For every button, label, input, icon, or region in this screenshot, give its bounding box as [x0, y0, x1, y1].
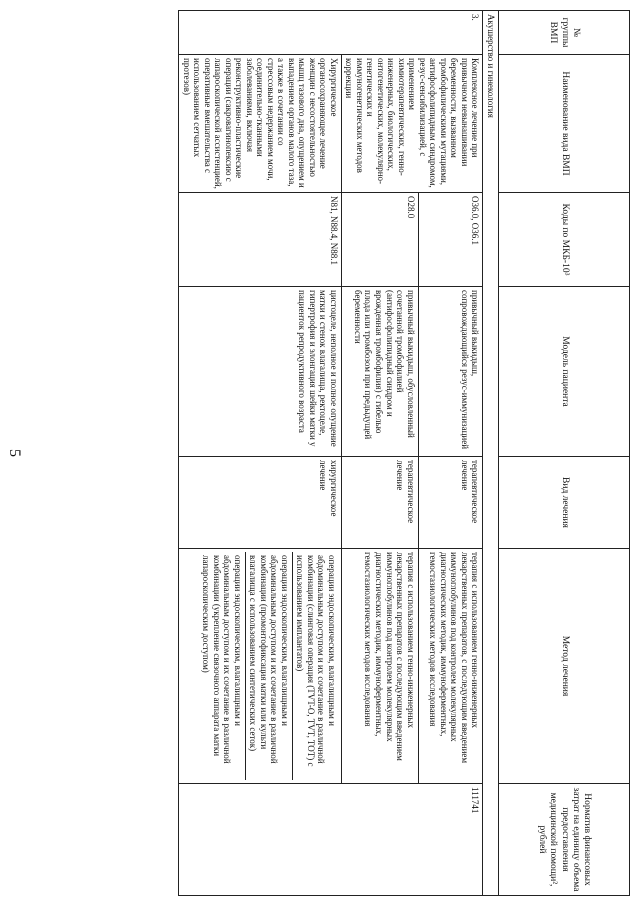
- treatment-method-cell: терапия с использованием генно-инженерных лекарственных препаратов с последующим введением иммуноглобулинов под контролем молекулярных диагностических методик, иммуноферментных, гемостазиологических методов исследования: [341, 549, 418, 784]
- table-row: [179, 11, 342, 896]
- vmp-name-cell: Комплексное лечение при привычном невынашивании беременности, вызванном тромбофилическими мутациями, антифосфолипидным синдромом, резус-сенсибилизацией, с применением химиотерапевтических, генно-инженерных, биологических, онтогенетических, молекулярно-генетических и иммуногенетических методов коррекции: [341, 55, 483, 193]
- codes-cell: O36.0, O36.1: [418, 193, 483, 287]
- treatment-method-item: операции эндоскопическим, влагалищным и абдоминальным доступом и их сочетание в различной комбинации (промонтофиксация матки или культи влагалища с использованием синтетических сеток): [246, 552, 293, 780]
- patient-model-cell: привычный выкидыш, сопровождающийся резус-иммунизацией: [418, 287, 483, 457]
- group-number-cell: 3.: [179, 11, 483, 55]
- header-method: Метод лечения: [499, 549, 630, 784]
- treatment-method-list: [179, 549, 342, 784]
- cost-cell: 111741: [179, 784, 483, 896]
- page-number: 5: [6, 448, 23, 457]
- codes-cell: N81, N88.4, N88.1: [179, 193, 342, 287]
- table-row: [418, 11, 483, 896]
- treatment-method-item: операции эндоскопическим, влагалищным и абдоминальным доступом и их сочетание в различной комбинации (укрепление связочного аппарата матки лапароскопическим доступом): [199, 552, 246, 780]
- header-model: Модель пациента: [499, 287, 630, 457]
- vmp-table: [178, 10, 630, 896]
- section-title: Акушерство и гинекология: [483, 11, 499, 896]
- header-codes: Коды по МКБ-10³: [499, 193, 630, 287]
- treatment-type-cell: терапевтическое лечение: [418, 457, 483, 549]
- table-header-row: [499, 11, 630, 896]
- codes-cell: O28.0: [341, 193, 418, 287]
- header-name: Наименование вида ВМП: [499, 55, 630, 193]
- treatment-method-item: операции эндоскопическим, влагалищным и абдоминальным доступом и их сочетание в различной комбинации (слинговая операция (TVT-O, TVT, TOT) с использованием имплантатов): [295, 555, 337, 767]
- treatment-method-cell: терапия с использованием генно-инженерных лекарственных препаратов, с последующим введением иммуноглобулинов под контролем молекулярных диагностических методик, иммуноферментных, гемостазиологических методов исследования: [418, 549, 483, 784]
- header-cost: Норматив финансовых затрат на единицу объема предоставления медицинской помощи², рублей: [499, 784, 630, 896]
- treatment-type-cell: хирургическое лечение: [179, 457, 342, 549]
- patient-model-cell: цистоцеле, неполное и полное опущение матки и стенок влагалища, ректоцеле, гипертрофия и элонгация шейки матки у пациенток репродуктивного возраста: [179, 287, 342, 457]
- treatment-type-cell: терапевтическое лечение: [341, 457, 418, 549]
- patient-model-cell: привычный выкидыш, обусловленный сочетанной тромбофилией (антифосфолипидный синдром и врожденная тромбофилия) с гибелью плода или тромбозом при предыдущей беременности: [341, 287, 418, 457]
- section-row: [483, 11, 499, 896]
- header-group-no: № группы ВМП: [499, 11, 630, 55]
- header-treatment-type: Вид лечения: [499, 457, 630, 549]
- vmp-name-cell: Хирургическое органосохраняющее лечение женщин с несостоятельностью мышц тазового дна, опущением и выпадением органов малого таза, а также в сочетании со стрессовым недержанием мочи, соединительно-тканными заболеваниями, включая реконструктивно-пластические операции (сакровагинопексию с лапароскопической ассистенцией, оперативные вмешательства с использованием сетчатых протезов): [179, 55, 342, 193]
